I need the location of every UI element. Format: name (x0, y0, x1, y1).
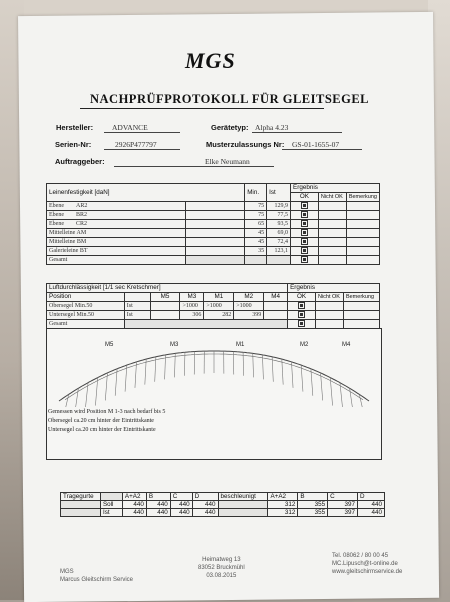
line-name: Ebene (49, 203, 64, 209)
luft-row-label: Untersegel Min.50 (47, 311, 125, 320)
wing-rib (350, 388, 353, 407)
line-ist: 129,9 (267, 202, 291, 211)
line-blank (185, 247, 244, 256)
line-label (47, 220, 186, 229)
trage-col: C (170, 493, 192, 501)
luft-table (46, 283, 380, 329)
ok-checkbox (291, 220, 319, 229)
luft-ok-header: OK (288, 293, 316, 302)
line-blank (185, 211, 244, 220)
checked-box-icon (301, 211, 308, 218)
table-row (47, 229, 380, 238)
bemerkung-cell (346, 238, 379, 247)
underline (104, 149, 180, 150)
line-blank (185, 220, 244, 229)
col-m2: M2 (234, 293, 264, 302)
wing-rib (292, 362, 294, 388)
geraetetyp-label: Gerätetyp: (211, 123, 249, 132)
underline (252, 132, 342, 133)
ok-checkbox (291, 211, 319, 220)
position-label-m4: M4 (342, 342, 351, 348)
wing-rib (165, 355, 166, 380)
soll-value: 440 (122, 501, 146, 509)
soll-value: 440 (170, 501, 192, 509)
luft-value: >1000 (234, 302, 264, 311)
nicht-ok-cell (318, 229, 346, 238)
luft-row-label: Obersegel Min.50 (47, 302, 125, 311)
line-code: AR2 (76, 203, 87, 209)
checked-box-icon (301, 220, 308, 227)
soll2-value: 355 (298, 501, 328, 509)
ok-checkbox (291, 247, 319, 256)
bemerkung-cell (346, 202, 379, 211)
footer-date: 03.08.2015 (198, 572, 245, 580)
line-ist: 69,0 (267, 229, 291, 238)
leinen-ergebnis-header: Ergebnis (291, 184, 380, 193)
luft-ist-label: Ist (124, 311, 150, 320)
col-m3: M3 (180, 293, 204, 302)
line-min: 45 (245, 229, 267, 238)
luft-ist-label: Ist (124, 302, 150, 311)
wing-rib (115, 369, 117, 396)
table-row (47, 202, 380, 211)
col-m4: M4 (264, 293, 288, 302)
wing-rib (253, 353, 254, 377)
shade-cell (218, 509, 268, 517)
underline (114, 166, 274, 167)
bemerkung-cell (346, 211, 379, 220)
line-blank (185, 229, 244, 238)
nicht-ok-cell (318, 256, 346, 265)
ist2-value: 312 (268, 509, 298, 517)
footer-phone: Tel. 08062 / 80 00 45 (332, 552, 402, 560)
shade-cell (61, 501, 101, 509)
checked-box-icon (298, 302, 305, 309)
wing-diagram (46, 328, 382, 460)
line-name: Ebene (49, 212, 64, 218)
bemerkung-cell (343, 311, 379, 320)
checked-box-icon (301, 202, 308, 209)
footer-street: Heimatweg 13 (198, 556, 245, 564)
line-min: 45 (245, 238, 267, 247)
line-min: 75 (245, 211, 267, 220)
ok-checkbox (291, 229, 319, 238)
footer-middle (198, 556, 245, 580)
title-underline (80, 108, 324, 109)
ok-checkbox (291, 256, 319, 265)
luft-value: 399 (234, 311, 264, 320)
line-ist: 123,1 (267, 247, 291, 256)
position-label-m5: M5 (105, 342, 114, 348)
leinen-ok-header: OK (291, 193, 319, 202)
bemerkung-cell (343, 302, 379, 311)
leinen-min-header: Min. (245, 184, 267, 202)
underline (104, 132, 180, 133)
trage-col: B (146, 493, 170, 501)
wing-rib (282, 359, 283, 385)
leinen-bemerkung-header: Bemerkung (346, 193, 379, 202)
wing-rib (145, 359, 146, 385)
ok-checkbox (291, 202, 319, 211)
wing-rib (135, 362, 137, 388)
luft-value: 282 (204, 311, 234, 320)
soll-value: 440 (146, 501, 170, 509)
ist-value: 440 (170, 509, 192, 517)
leinen-ist-header: Ist (267, 184, 291, 202)
table-row (47, 302, 380, 311)
table-row (47, 211, 380, 220)
line-label (47, 202, 186, 211)
line-label: Galerieleine BT (47, 247, 186, 256)
soll2-value: 440 (358, 501, 385, 509)
trage-col2: B (298, 493, 328, 501)
table-row-gesamt (47, 256, 380, 265)
beschleunigt-label: beschleunigt (218, 493, 268, 501)
ist-value: 440 (146, 509, 170, 517)
ist2-value: 397 (328, 509, 358, 517)
ist-label: Ist (100, 509, 122, 517)
gesamt-label: Gesamt (47, 320, 125, 329)
luft-value: >1000 (180, 302, 204, 311)
ist2-value: 355 (298, 509, 328, 517)
ist-value: 440 (192, 509, 218, 517)
nicht-ok-cell (318, 211, 346, 220)
line-min: 75 (245, 202, 267, 211)
line-min: 65 (245, 220, 267, 229)
wing-rib (125, 365, 127, 392)
ok-checkbox (288, 311, 316, 320)
luft-nicht-ok-header: Nicht OK (315, 293, 343, 302)
luft-value: >1000 (204, 302, 234, 311)
muster-label-wrap (206, 140, 284, 149)
shade-cell (245, 256, 267, 265)
muster-value: GS-01-1655-07 (292, 140, 339, 149)
wing-rib (184, 352, 185, 376)
luft-value: 306 (180, 311, 204, 320)
luft-ergebnis-header: Ergebnis (288, 284, 380, 293)
footer-right (332, 552, 402, 576)
line-ist: 93,5 (267, 220, 291, 229)
trage-col2: A+A2 (268, 493, 298, 501)
geraetetyp-label-wrap (211, 123, 249, 132)
line-ist: 77,5 (267, 211, 291, 220)
table-row (47, 311, 380, 320)
bemerkung-cell (346, 256, 379, 265)
luft-blank-header (124, 293, 150, 302)
serien-label: Serien-Nr: (55, 140, 91, 149)
checked-box-icon (298, 311, 305, 318)
nicht-ok-cell (315, 302, 343, 311)
wing-rib (76, 388, 79, 407)
line-code: BR2 (76, 212, 87, 218)
trage-col: D (192, 493, 218, 501)
nicht-ok-cell (318, 247, 346, 256)
ist2-value: 440 (358, 509, 385, 517)
footer-email: MC.Lipusch@t-online.de (332, 560, 402, 568)
table-row (47, 238, 380, 247)
trage-col: A+A2 (122, 493, 146, 501)
line-min: 35 (245, 247, 267, 256)
luft-position-header: Position (47, 293, 125, 302)
diagram-note-untersegel: Untersegel ca.20 cm hinter der Eintrittskante (48, 427, 156, 433)
checked-box-icon (301, 247, 308, 254)
wing-rib (262, 355, 263, 380)
luft-value (150, 302, 180, 311)
luft-bemerkung-header: Bemerkung (343, 293, 379, 302)
trage-col2: C (328, 493, 358, 501)
bemerkung-cell (346, 220, 379, 229)
footer-company: MGS (60, 568, 133, 576)
serien-value: 2926P477797 (115, 140, 157, 149)
leinen-nicht-ok-header: Nicht OK (318, 193, 346, 202)
col-m5: M5 (150, 293, 180, 302)
muster-label: Musterzulassungs Nr: (206, 140, 284, 149)
diagram-note-obersegel: Obersegel ca.20 cm hinter der Eintrittskante (48, 418, 154, 424)
footer-website: www.gleitschirmservice.de (332, 568, 402, 576)
line-code: CR2 (76, 221, 87, 227)
bemerkung-cell (346, 229, 379, 238)
checked-box-icon (298, 320, 305, 327)
geraetetyp-value: Alpha 4.23 (255, 123, 288, 132)
auftrag-label: Auftraggeber: (55, 157, 105, 166)
auftrag-label-wrap (55, 157, 105, 166)
nicht-ok-cell (318, 220, 346, 229)
wing-rib (301, 365, 303, 392)
wing-rib (155, 357, 156, 382)
soll-value: 440 (192, 501, 218, 509)
table-row (47, 247, 380, 256)
col-m1: M1 (204, 293, 234, 302)
underline (282, 149, 362, 150)
position-label-m1: M1 (236, 342, 245, 348)
auftrag-value: Elke Neumann (205, 157, 250, 166)
line-ist: 72,4 (267, 238, 291, 247)
leinen-header: Leinenfestigkeit [daN] (47, 184, 245, 202)
tragegurte-label: Tragegurte (61, 493, 101, 501)
line-label: Mittelleine AM (47, 229, 186, 238)
wing-rib (321, 373, 323, 400)
soll2-value: 397 (328, 501, 358, 509)
luft-value (264, 311, 288, 320)
luft-header: Luftdurchlässigkeit [1/1 sec Kretschmer] (47, 284, 288, 293)
luft-value (264, 302, 288, 311)
mgs-logo: MGS (185, 48, 236, 74)
wing-rib (174, 353, 175, 377)
page-title: NACHPRÜFPROTOKOLL FÜR GLEITSEGEL (90, 92, 369, 107)
line-label: Mittelleine BM (47, 238, 186, 247)
luft-value (150, 311, 180, 320)
soll2-value: 312 (268, 501, 298, 509)
table-row (47, 220, 380, 229)
wing-profile-svg (47, 329, 381, 409)
leinen-table (46, 183, 380, 265)
checked-box-icon (301, 238, 308, 245)
ist-value: 440 (122, 509, 146, 517)
shade-cell (267, 256, 291, 265)
serien-label-wrap (55, 140, 91, 149)
checked-box-icon (301, 256, 308, 263)
nicht-ok-cell (315, 311, 343, 320)
hersteller-row (56, 123, 93, 132)
shade-cell (218, 501, 268, 509)
gesamt-label: Gesamt (47, 256, 186, 265)
line-blank (185, 238, 244, 247)
footer-left (60, 568, 133, 584)
wing-rib (272, 357, 273, 382)
ok-checkbox (291, 238, 319, 247)
position-label-m3: M3 (170, 342, 179, 348)
bemerkung-cell (346, 247, 379, 256)
line-blank (185, 202, 244, 211)
diagram-note-measure: Gemessen wird Position M 1-3 nach bedarf bis 5 (48, 409, 165, 415)
hersteller-label: Hersteller: (56, 123, 93, 132)
ok-checkbox (288, 302, 316, 311)
trage-col2: D (358, 493, 385, 501)
line-name: Ebene (49, 221, 64, 227)
shade-cell (185, 256, 244, 265)
wing-rib (243, 352, 244, 376)
shade-cell (61, 509, 101, 517)
wing-rib (105, 373, 107, 400)
line-label (47, 211, 186, 220)
shade-cell (100, 493, 122, 501)
checked-box-icon (301, 229, 308, 236)
table-row (61, 509, 385, 517)
footer-city: 83052 Bruckmühl (198, 564, 245, 572)
nicht-ok-cell (318, 238, 346, 247)
soll-label: Soll (100, 501, 122, 509)
hersteller-value: ADVANCE (112, 123, 148, 132)
position-label-m2: M2 (300, 342, 309, 348)
footer-company-name: Marcus Gleitschirm Service (60, 576, 133, 584)
tragegurte-table (60, 492, 385, 517)
table-row (61, 501, 385, 509)
wing-rib (311, 369, 313, 396)
nicht-ok-cell (318, 202, 346, 211)
